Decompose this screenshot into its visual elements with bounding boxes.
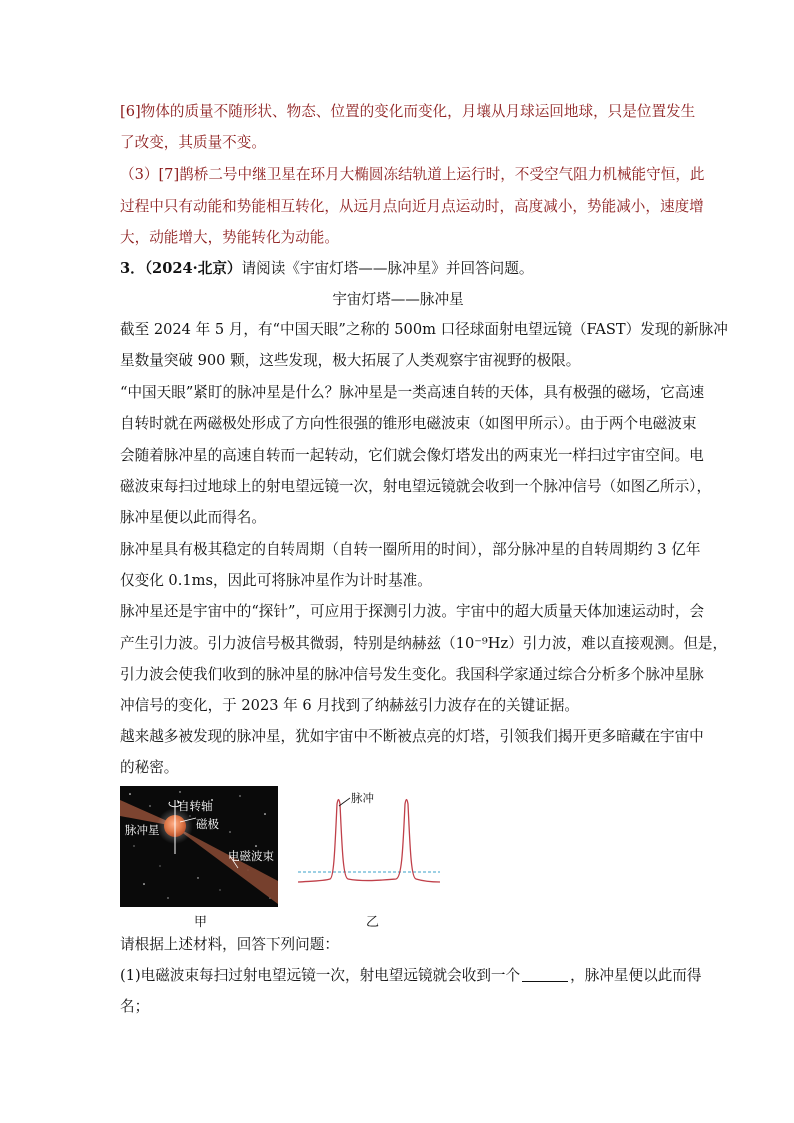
figure-yi-caption: 乙 bbox=[366, 915, 380, 930]
article-p5-line1: 越来越多被发现的脉冲星，犹如宇宙中不断被点亮的灯塔，引领我们揭开更多暗藏在宇宙中 bbox=[120, 728, 704, 745]
article-p3-line2: 仅变化 0.1ms，因此可将脉冲星作为计时基准。 bbox=[120, 572, 432, 589]
figure-jia-caption: 甲 bbox=[194, 915, 208, 930]
article-p3-line1: 脉冲星具有极其稳定的自转周期（自转一圈所用的时间），部分脉冲星的自转周期约 3 亿年 bbox=[120, 541, 701, 558]
q1-text-part2: ，脉冲星便以此而得 bbox=[570, 967, 702, 984]
answer-line-4: 过程中只有动能和势能相互转化，从远月点向近月点运动时，高度减小，势能减小，速度增 bbox=[120, 198, 704, 215]
sub-question-1-cont: 名； bbox=[120, 998, 150, 1015]
article-p4-line3: 引力波会使我们收到的脉冲星的脉冲信号发生变化。我国科学家通过综合分析多个脉冲星脉 bbox=[120, 666, 704, 683]
article-p2-line3: 会随着脉冲星的高速自转而一起转动，它们就会像灯塔发出的两束光一样扫过宇宙空间。电 bbox=[120, 447, 704, 464]
pulse-waveform bbox=[298, 800, 440, 883]
q1-text-part1: (1)电磁波束每扫过射电望远镜一次，射电望远镜就会收到一个 bbox=[120, 967, 521, 984]
article-p5-line2: 的秘密。 bbox=[120, 759, 179, 776]
article-p1-line1: 截至 2024 年 5 月，有“中国天眼”之称的 500m 口径球面射电望远镜（FAST）发现的新脉冲 bbox=[120, 321, 728, 338]
answer-line-3: （3）[7]鹊桥二号中继卫星在环月大椭圆冻结轨道上运行时，不受空气阻力机械能守恒，此 bbox=[120, 166, 705, 183]
sub-question-intro: 请根据上述材料，回答下列问题： bbox=[120, 936, 339, 953]
figure-yi-pulse-signal bbox=[294, 786, 444, 890]
question-source: （2024·北京） bbox=[144, 260, 242, 277]
figure-jia-pulsar-diagram bbox=[120, 786, 278, 907]
answer-line-5: 大，动能增大，势能转化为动能。 bbox=[120, 229, 339, 246]
article-p1-line2: 星数量突破 900 颗，这些发现，极大拓展了人类观察宇宙视野的极限。 bbox=[120, 352, 581, 369]
beam-lower bbox=[174, 826, 278, 904]
question-header bbox=[120, 259, 676, 279]
sub-question-1 bbox=[120, 966, 702, 986]
label-em-beam: 电磁波束 bbox=[228, 849, 274, 863]
article-p2-line4: 磁波束每扫过地球上的射电望远镜一次，射电望远镜就会收到一个脉冲信号（如图乙所示）， bbox=[120, 478, 712, 495]
label-rotation-axis: 自转轴 bbox=[178, 799, 213, 813]
label-pulse: 脉冲 bbox=[351, 791, 374, 805]
answer-line-2: 了改变，其质量不变。 bbox=[120, 134, 266, 151]
article-p4-line1: 脉冲星还是宇宙中的“探针”，可应用于探测引力波。宇宙中的超大质量天体加速运动时，会 bbox=[120, 603, 705, 620]
q1-answer-blank[interactable] bbox=[522, 967, 568, 982]
article-p4-line2: 产生引力波。引力波信号极其微弱，特别是纳赫兹（10⁻⁹Hz）引力波，难以直接观测。但是， bbox=[120, 635, 728, 652]
article-p2-line2: 自转时就在两磁极处形成了方向性很强的锥形电磁波束（如图甲所示）。由于两个电磁波束 bbox=[120, 415, 697, 432]
label-magnetic-pole: 磁极 bbox=[196, 817, 219, 831]
answer-line-1: [6]物体的质量不随形状、物态、位置的变化而变化，月壤从月球运回地球，只是位置发生 bbox=[120, 103, 696, 120]
article-p2-line5: 脉冲星便以此而得名。 bbox=[120, 509, 266, 526]
article-p4-line4: 冲信号的变化，于 2023 年 6 月找到了纳赫兹引力波存在的关键证据。 bbox=[120, 697, 580, 714]
article-p2-line1: “中国天眼”紧盯的脉冲星是什么？脉冲星是一类高速自转的天体，具有极强的磁场，它高速 bbox=[120, 384, 705, 401]
question-number: 3． bbox=[120, 260, 145, 277]
pulse-signal-plot bbox=[294, 786, 444, 890]
question-prompt: 请阅读《宇宙灯塔——脉冲星》并回答问题。 bbox=[241, 260, 534, 277]
article-title: 宇宙灯塔——脉冲星 bbox=[332, 291, 464, 308]
label-pulsar: 脉冲星 bbox=[125, 823, 160, 837]
pulsar-illustration bbox=[120, 786, 278, 907]
